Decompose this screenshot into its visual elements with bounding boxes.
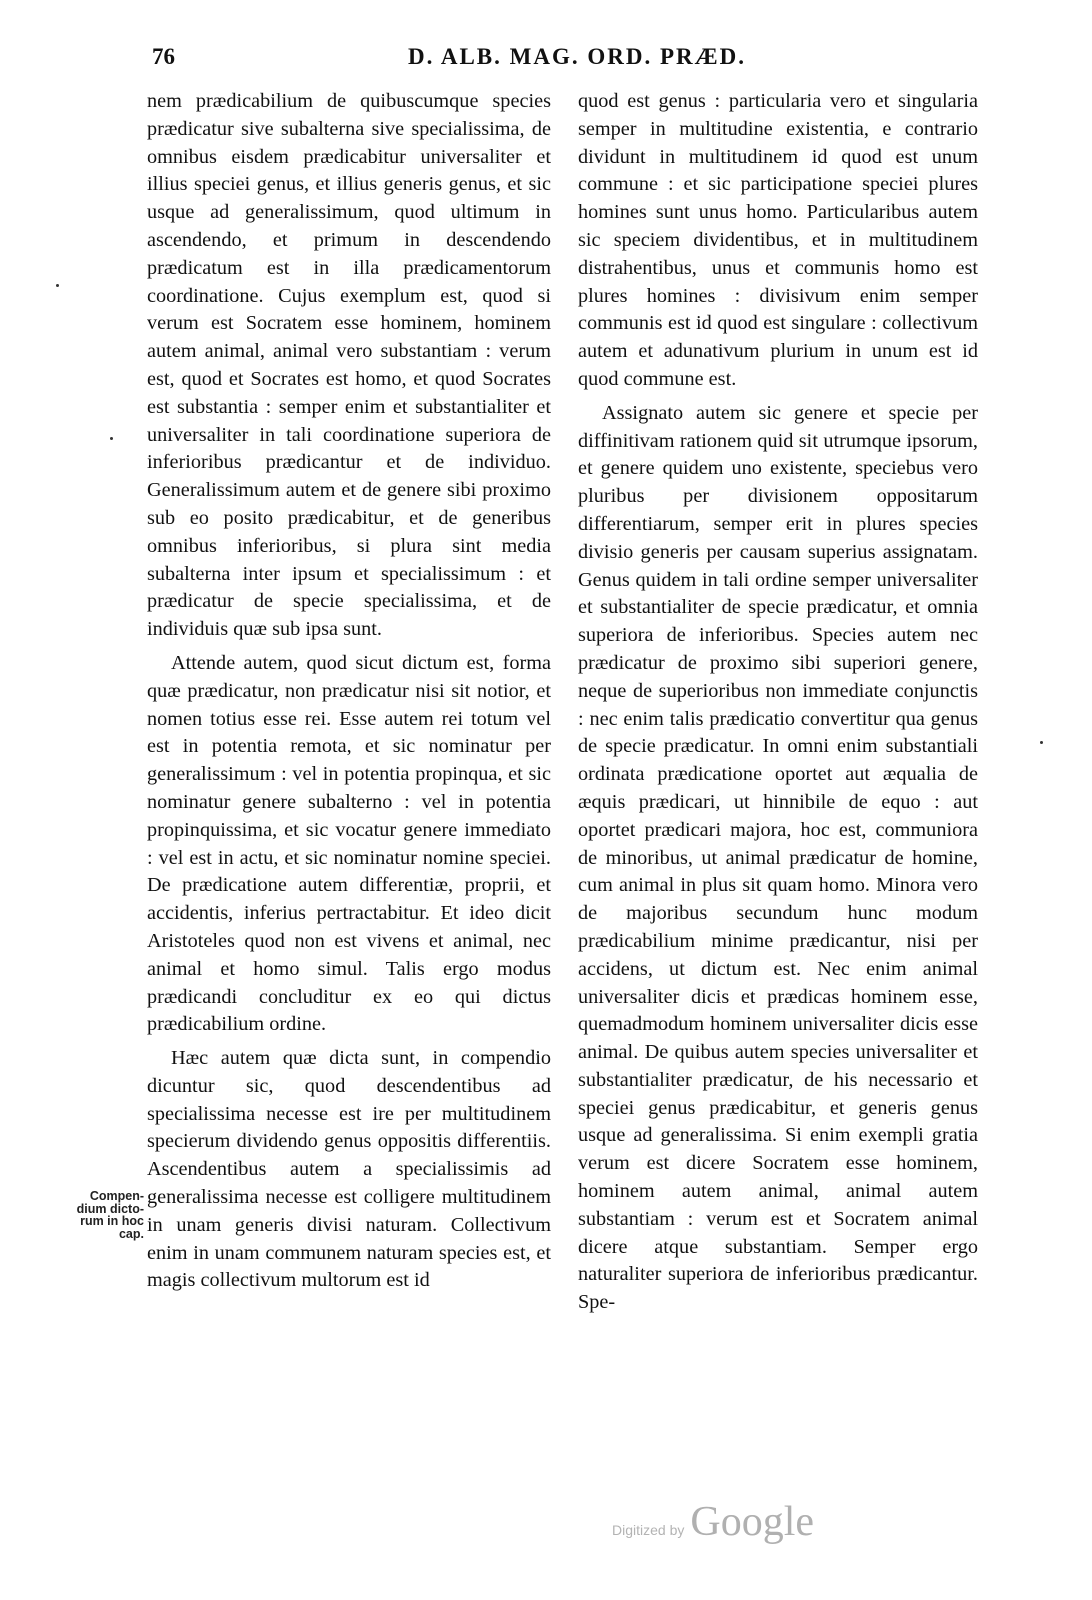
running-title: D. ALB. MAG. ORD. PRÆD. (408, 44, 746, 69)
print-speck (1040, 741, 1043, 744)
print-speck (110, 437, 113, 440)
digitized-by-label: Digitized by (612, 1522, 685, 1538)
right-paragraph-1: quod est genus : particularia vero et singularia semper in multitudine existentia, e contrario dividunt in multitudinem id quod est unum commune : et sic participatione speciei plures homines sunt unus homo. Particularibus autem sic speciem dividentibus, et in multitudinem distrahentibus, unus et communis homo est plures homines : divisivum enim semper communis est id quod est singulare : collectivum autem et adunativum plurium in unum est id quod commune est. (578, 90, 978, 390)
left-paragraph-1: nem prædicabilium de quibuscumque species prædicatur sive subalterna sive specialissima, de omnibus eisdem prædicabitur universaliter et illius speciei genus, et illius generis genus, et sic usque ad generalissimum, quod ultimum in ascendendo, et primum in descendendo prædicatum est in illa prædicamentorum coordinatione. Cujus exemplum est, quod si verum est Socratem esse hominem, hominem autem animal, animal vero substantiam : verum est, quod et Socrates est homo, et quod Socrates est substantia : semper enim et substantialiter et universaliter in tali coordinatione superiora de inferioribus prædicantur et de individuo. Generalissimum autem et de genere sibi proximo sub eo posito prædicabitur, et de generibus omnibus inferioribus, si plura sint media subalterna inter ipsum et specialissimum : et prædicatur de specie specialissima, et de individuis quæ sub ipsa sunt. (147, 90, 551, 641)
marginal-note-line: dium dicto- (76, 1201, 144, 1216)
right-paragraph-2: Assignato autem sic genere et specie per diffinitivam rationem quid sit utrumque ipsorum, et genere quidem uno existente, speciebus vero pluribus per divisionem oppositarum differentiarum, semper erit in plures species divisio generis per causam superius assignatam. Genus quidem in tali ordine semper universaliter et substantialiter de specie prædicatur, et omnia superiora de inferioribus. Species autem nec prædicatur de proximo sibi superiori genere, neque de superioribus non immediate conjunctis : nec enim talis prædicatio convertitur qua genus de specie prædicatur. In omni enim substantiali ordinata prædicatione oportet aut æqualia de æquis prædicari, ut hinnibile de equo : aut oportet prædicari majora, hoc est, communiora de minoribus, ut animal prædicatur de homine, cum animal in plus sit quam homo. Minora vero de majoribus secundum hunc modum prædicabilium minime prædicantur, nisi per accidens, ut dictum est. Nec enim animal universaliter dicis et prædicas hominem esse, quemadmodum hominem universaliter dicis esse animal. De quibus autem species universaliter et substantialiter prædicatur, de his necessario et speciei genus prædicabitur, et generis genus usque ad generalissima. Si enim exempli gratia verum est dicere Socratem esse hominem, hominem autem animal, animal autem substantiam : verum est et Socratem animal dicere atque substantiam. Semper ergo naturaliter superiora de inferioribus prædicantur. Spe- (578, 401, 978, 1314)
left-paragraph-3: Hæc autem quæ dicta sunt, in compendio dicuntur sic, quod descendentibus ad specialissima necesse est ire per multitudinem specierum dividendo genus oppositis differentiis. Ascendentibus autem a specialissimis ad generalissima necesse est colligere multitudinem in unam generis divisi naturam. Collectivum enim in unam communem naturam species est, et magis collectivum multorum est id (147, 1047, 551, 1292)
digitization-watermark (612, 1498, 814, 1546)
print-speck (56, 284, 59, 287)
page-number: 76 (152, 44, 175, 69)
marginal-note-line: rum in hoc (80, 1214, 144, 1228)
google-logo: Google (690, 1499, 815, 1545)
right-column (578, 88, 978, 1317)
left-column (147, 88, 551, 1295)
marginal-note (64, 1190, 144, 1240)
marginal-note-line: cap. (118, 1226, 144, 1241)
marginal-note-line: Compen- (89, 1189, 144, 1203)
left-paragraph-2: Attende autem, quod sicut dictum est, forma quæ prædicatur, non prædicatur nisi sit notior, et nomen totius esse rei. Esse autem rei totum vel est in potentia remota, et sic nominatur per generalissimum : vel in potentia propinqua, et sic nominatur genere subalterno : vel in potentia propinquissima, et sic vocatur genere immediato : vel est in actu, et sic nominatur nomine speciei. De prædicatione autem differentiæ, proprii, et accidentis, inferius pertractabitur. Et ideo dicit Aristoteles quod non est vivens et animal, nec animal et homo simul. Talis ergo modus prædicandi concluditur ex eo qui dictus prædicabilium ordine. (147, 651, 551, 1036)
